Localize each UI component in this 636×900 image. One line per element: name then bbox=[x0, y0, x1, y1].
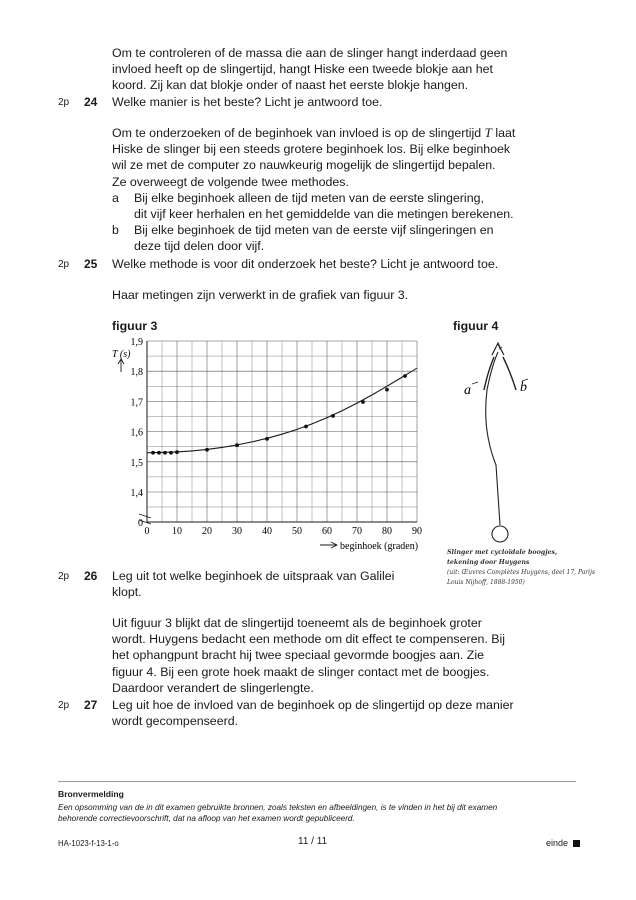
question-26-number: 26 bbox=[84, 569, 98, 583]
data-point bbox=[235, 443, 239, 447]
x-tick-label: 70 bbox=[352, 526, 362, 537]
question-26-points: 2p bbox=[58, 571, 70, 582]
data-point bbox=[163, 451, 167, 455]
text-line: Uit figuur 3 blijkt dat de slingertijd toeneemt als de beginhoek groter bbox=[112, 616, 482, 630]
sources-heading: Bronvermelding bbox=[58, 789, 124, 799]
method-a-text: Bij elke beginhoek alleen de tijd meten van de eerste slingering, dit vijf keer herhalen en het gemiddelde van die metingen berekenen. bbox=[134, 191, 514, 222]
y-tick-label: 1,8 bbox=[130, 367, 143, 379]
x-axis-arrow bbox=[320, 542, 337, 548]
huygens-paragraph bbox=[112, 615, 505, 696]
figure-3-title: figuur 3 bbox=[112, 319, 158, 333]
question-24-text: Welke manier is het beste? Licht je antwoord toe. bbox=[112, 95, 383, 109]
y-tick-label: 1,4 bbox=[130, 488, 143, 499]
question-26-text: Leg uit tot welke beginhoek de uitspraak van Galilei klopt. bbox=[112, 569, 395, 600]
text-line: wordt. Huygens bedacht een methode om dit effect te compenseren. Bij bbox=[112, 632, 506, 647]
data-point bbox=[331, 414, 335, 418]
text-line: wil ze met de computer zo nauwkeurig mogelijk de slingertijd bepalen. bbox=[112, 158, 496, 173]
y-tick-label: 0 bbox=[138, 518, 143, 529]
end-marker: einde bbox=[546, 838, 580, 848]
data-point bbox=[175, 450, 179, 454]
method-b-letter: b bbox=[112, 223, 119, 237]
figure-4-title: figuur 4 bbox=[453, 319, 499, 333]
x-tick-label: 0 bbox=[144, 526, 150, 537]
text-line: Om te onderzoeken of de beginhoek van invloed is op de slingertijd T laat bbox=[112, 125, 516, 140]
figure-4-caption: Slinger met cycloïdale boogjes, tekening door Huygens (uit: Œuvres Complètes Huygens, deel 17, Parijs Louis Nijhoff, 1888-1950) bbox=[447, 549, 596, 586]
question-27-number: 27 bbox=[84, 698, 98, 712]
data-point bbox=[151, 451, 155, 455]
text-line: het ophangpunt bracht hij twee speciaal gevormde boogjes aan. Zie bbox=[112, 648, 484, 663]
text-line: invloed heeft op de slingertijd, hangt Hiske een tweede blokje aan het bbox=[112, 62, 493, 77]
data-point bbox=[304, 425, 308, 429]
arc-label-b: b bbox=[520, 380, 527, 395]
question-24-number: 24 bbox=[84, 95, 98, 109]
exam-code: HA-1023-f-13-1-o bbox=[58, 839, 119, 848]
x-tick-label: 10 bbox=[172, 526, 182, 537]
end-square-icon bbox=[573, 840, 580, 847]
data-point bbox=[403, 374, 407, 378]
data-point bbox=[265, 437, 269, 441]
text-line: Om te controleren of de massa die aan de slinger hangt inderdaad geen bbox=[112, 46, 508, 60]
x-tick-label: 60 bbox=[322, 526, 332, 537]
measurements-sentence: Haar metingen zijn verwerkt in de grafiek van figuur 3. bbox=[112, 288, 409, 302]
footer-divider bbox=[58, 781, 576, 782]
x-tick-label: 20 bbox=[202, 526, 212, 537]
text-line: Ze overweegt de volgende twee methodes. bbox=[112, 174, 349, 189]
data-point bbox=[385, 388, 389, 392]
method-paragraph bbox=[112, 125, 515, 190]
cycloid-arc-left bbox=[484, 357, 494, 390]
sources-text: Een opsomming van de in dit examen gebruikte bronnen, zoals teksten en afbeeldingen, is te vinden in het bij dit examen behorende correctievoorschrift, dat na afloop van het examen wordt gepubliceerd. bbox=[58, 803, 498, 823]
page-number: 11 / 11 bbox=[298, 836, 328, 847]
pendulum-bob bbox=[492, 526, 508, 542]
text-line: Daardoor verandert de slingerlengte. bbox=[112, 680, 314, 695]
question-25-points: 2p bbox=[58, 259, 70, 270]
arc-label-a: a bbox=[464, 383, 471, 398]
chart-grid bbox=[147, 341, 417, 522]
text-line: koord. Zij kan dat blokje onder of naast het eerste blokje hangen. bbox=[112, 78, 469, 93]
y-label-text: T (s) bbox=[112, 349, 131, 360]
cycloid-arc-right bbox=[503, 357, 516, 390]
x-axis-label: beginhoek (graden) bbox=[340, 541, 419, 552]
y-tick-label: 1,5 bbox=[130, 457, 143, 469]
y-tick-label: 1,7 bbox=[130, 397, 143, 409]
data-point bbox=[361, 400, 365, 404]
y-axis-arrow bbox=[118, 359, 124, 372]
question-25-text: Welke methode is voor dit onderzoek het beste? Licht je antwoord toe. bbox=[112, 257, 499, 271]
pendulum-cord bbox=[486, 352, 500, 525]
x-tick-label: 40 bbox=[262, 526, 272, 537]
question-25-number: 25 bbox=[84, 257, 98, 271]
y-axis-label bbox=[112, 349, 131, 360]
symbol-T: T bbox=[484, 125, 492, 140]
x-tick-label: 50 bbox=[292, 526, 302, 537]
y-tick-label: 1,6 bbox=[130, 427, 143, 439]
figure-3-chart bbox=[100, 332, 440, 560]
question-27-points: 2p bbox=[58, 700, 70, 711]
y-tick-label: 1,9 bbox=[130, 337, 143, 348]
data-point bbox=[169, 451, 173, 455]
text-line: figuur 4. Bij een grote hoek maakt de slinger contact met de boogjes. bbox=[112, 664, 490, 679]
data-point bbox=[205, 448, 209, 452]
intro-paragraph bbox=[112, 45, 507, 94]
figure-4-huygens-pendulum bbox=[440, 335, 580, 553]
data-point bbox=[157, 451, 161, 455]
method-b-text: Bij elke beginhoek de tijd meten van de eerste vijf slingeringen en deze tijd delen door vijf. bbox=[134, 223, 494, 254]
x-tick-label: 90 bbox=[412, 526, 422, 537]
question-27-text: Leg uit hoe de invloed van de beginhoek op de slingertijd op deze manier wordt gecompenseerd. bbox=[112, 698, 514, 729]
x-tick-label: 30 bbox=[232, 526, 242, 537]
method-a-letter: a bbox=[112, 191, 119, 205]
question-24-points: 2p bbox=[58, 97, 70, 108]
text-line: Hiske de slinger bij een steeds grotere beginhoek los. Bij elke beginhoek bbox=[112, 142, 511, 157]
x-tick-label: 80 bbox=[382, 526, 392, 537]
